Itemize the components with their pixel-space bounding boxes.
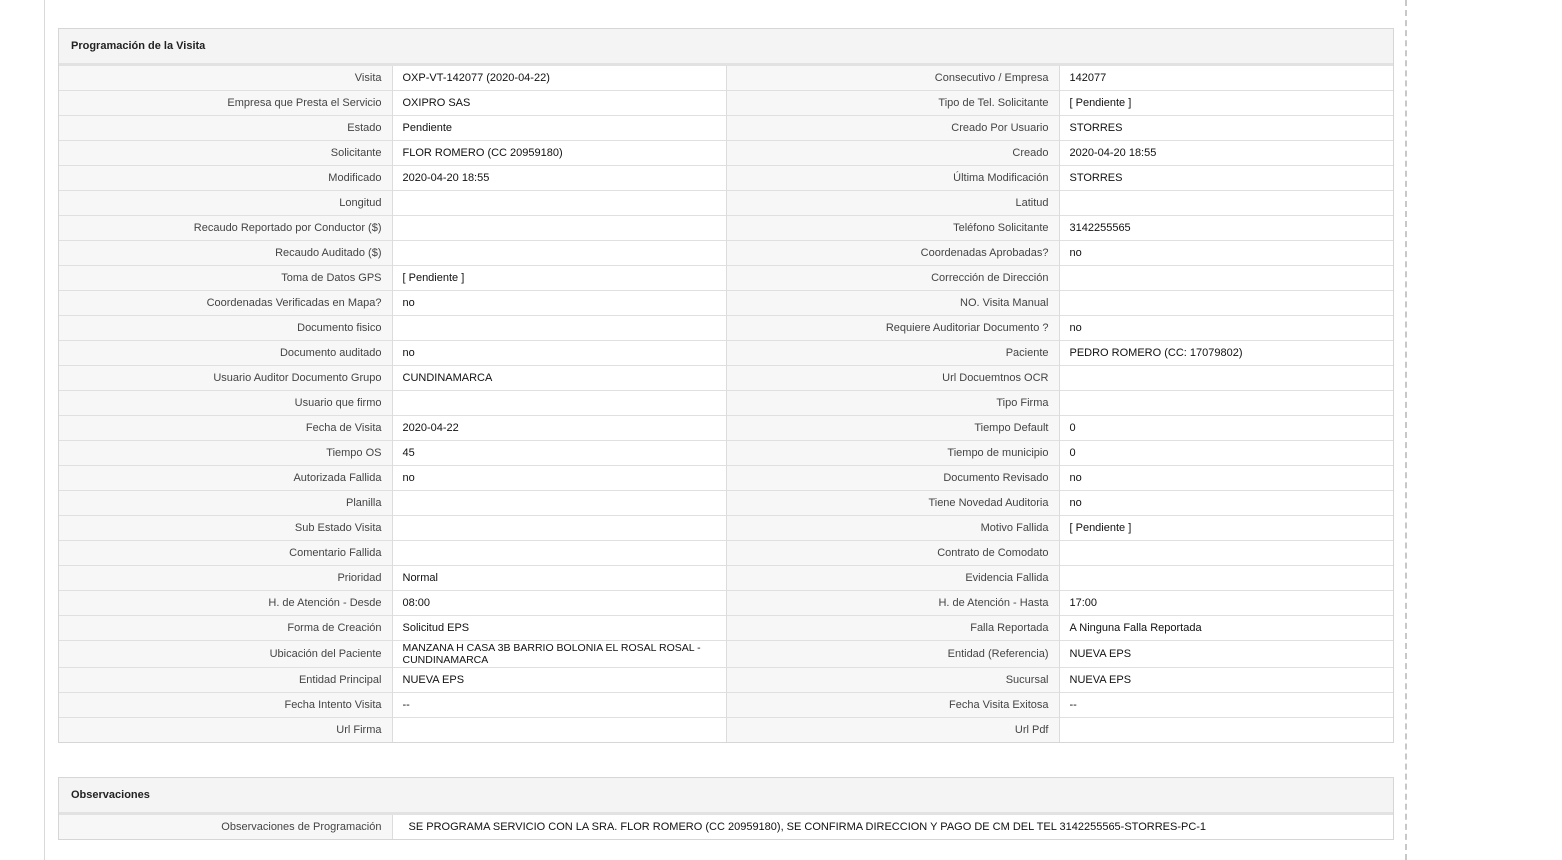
field-value: 2020-04-20 18:55 xyxy=(1059,141,1393,166)
field-label: Recaudo Reportado por Conductor ($) xyxy=(59,216,392,241)
field-value: 0 xyxy=(1059,416,1393,441)
field-label: Documento Revisado xyxy=(726,466,1059,491)
table-row xyxy=(59,341,1393,366)
programacion-table-body xyxy=(59,66,1393,742)
field-label: Solicitante xyxy=(59,141,392,166)
field-label: Coordenadas Aprobadas? xyxy=(726,241,1059,266)
table-row xyxy=(59,441,1393,466)
field-value xyxy=(1059,566,1393,591)
field-label: Falla Reportada xyxy=(726,616,1059,641)
field-label: Url Firma xyxy=(59,718,392,743)
field-value: NUEVA EPS xyxy=(1059,668,1393,693)
field-value: no xyxy=(1059,316,1393,341)
field-value: 2020-04-22 xyxy=(392,416,726,441)
table-row xyxy=(59,316,1393,341)
field-value xyxy=(392,316,726,341)
table-row xyxy=(59,116,1393,141)
table-row xyxy=(59,591,1393,616)
field-value: PEDRO ROMERO (CC: 17079802) xyxy=(1059,341,1393,366)
observaciones-title: Observaciones xyxy=(59,778,1393,815)
field-label: Fecha Visita Exitosa xyxy=(726,693,1059,718)
field-label: Creado Por Usuario xyxy=(726,116,1059,141)
field-label: Visita xyxy=(59,66,392,91)
field-value: STORRES xyxy=(1059,116,1393,141)
field-label: Estado xyxy=(59,116,392,141)
field-value: no xyxy=(1059,466,1393,491)
field-label: Coordenadas Verificadas en Mapa? xyxy=(59,291,392,316)
table-row xyxy=(59,466,1393,491)
field-label: Contrato de Comodato xyxy=(726,541,1059,566)
table-row xyxy=(59,815,1393,839)
field-label: Teléfono Solicitante xyxy=(726,216,1059,241)
field-value: [ Pendiente ] xyxy=(392,266,726,291)
field-value xyxy=(392,191,726,216)
field-label: Url Pdf xyxy=(726,718,1059,743)
field-value xyxy=(392,516,726,541)
field-label: Sucursal xyxy=(726,668,1059,693)
field-value: 08:00 xyxy=(392,591,726,616)
table-row xyxy=(59,266,1393,291)
field-label: Tiempo Default xyxy=(726,416,1059,441)
field-value: Pendiente xyxy=(392,116,726,141)
table-row xyxy=(59,541,1393,566)
field-value: OXP-VT-142077 (2020-04-22) xyxy=(392,66,726,91)
field-label: Tipo Firma xyxy=(726,391,1059,416)
table-row xyxy=(59,391,1393,416)
field-value: Normal xyxy=(392,566,726,591)
field-value xyxy=(392,391,726,416)
field-value: OXIPRO SAS xyxy=(392,91,726,116)
field-label: Longitud xyxy=(59,191,392,216)
field-label: Entidad (Referencia) xyxy=(726,641,1059,668)
field-label: Prioridad xyxy=(59,566,392,591)
table-row xyxy=(59,641,1393,668)
table-row xyxy=(59,693,1393,718)
field-value xyxy=(392,718,726,743)
right-dashed-divider xyxy=(1405,0,1407,860)
table-row xyxy=(59,91,1393,116)
field-label: Fecha de Visita xyxy=(59,416,392,441)
field-label: Tipo de Tel. Solicitante xyxy=(726,91,1059,116)
field-value: -- xyxy=(392,693,726,718)
field-value: NUEVA EPS xyxy=(392,668,726,693)
field-label: Empresa que Presta el Servicio xyxy=(59,91,392,116)
observaciones-panel xyxy=(58,777,1394,840)
field-value xyxy=(1059,291,1393,316)
field-label: Consecutivo / Empresa xyxy=(726,66,1059,91)
field-value xyxy=(1059,366,1393,391)
field-value: 0 xyxy=(1059,441,1393,466)
field-value xyxy=(1059,266,1393,291)
field-value: Solicitud EPS xyxy=(392,616,726,641)
field-value: no xyxy=(392,341,726,366)
table-row xyxy=(59,241,1393,266)
field-value: FLOR ROMERO (CC 20959180) xyxy=(392,141,726,166)
table-row xyxy=(59,291,1393,316)
field-label: Motivo Fallida xyxy=(726,516,1059,541)
field-label: Requiere Auditoriar Documento ? xyxy=(726,316,1059,341)
field-value: NUEVA EPS xyxy=(1059,641,1393,668)
table-row xyxy=(59,616,1393,641)
field-value: no xyxy=(392,291,726,316)
left-border-line xyxy=(44,0,45,860)
field-label: Comentario Fallida xyxy=(59,541,392,566)
field-label: Última Modificación xyxy=(726,166,1059,191)
field-label: Latitud xyxy=(726,191,1059,216)
field-value: no xyxy=(1059,491,1393,516)
programacion-table xyxy=(59,66,1393,742)
field-value xyxy=(392,216,726,241)
field-value: [ Pendiente ] xyxy=(1059,91,1393,116)
table-row xyxy=(59,718,1393,743)
field-label: Forma de Creación xyxy=(59,616,392,641)
field-value: 142077 xyxy=(1059,66,1393,91)
field-label: Sub Estado Visita xyxy=(59,516,392,541)
field-label: H. de Atención - Desde xyxy=(59,591,392,616)
observaciones-table xyxy=(59,815,1393,839)
field-label: Usuario Auditor Documento Grupo xyxy=(59,366,392,391)
field-value: no xyxy=(1059,241,1393,266)
field-label: Tiempo OS xyxy=(59,441,392,466)
field-label: Autorizada Fallida xyxy=(59,466,392,491)
field-value: [ Pendiente ] xyxy=(1059,516,1393,541)
field-label: Evidencia Fallida xyxy=(726,566,1059,591)
table-row xyxy=(59,516,1393,541)
table-row xyxy=(59,141,1393,166)
field-label: NO. Visita Manual xyxy=(726,291,1059,316)
field-label: Documento auditado xyxy=(59,341,392,366)
field-value: 2020-04-20 18:55 xyxy=(392,166,726,191)
field-label: Documento fisico xyxy=(59,316,392,341)
field-value xyxy=(1059,191,1393,216)
field-label: Planilla xyxy=(59,491,392,516)
table-row xyxy=(59,66,1393,91)
field-label: H. de Atención - Hasta xyxy=(726,591,1059,616)
table-row xyxy=(59,491,1393,516)
field-label: Url Docuemtnos OCR xyxy=(726,366,1059,391)
observaciones-value: SE PROGRAMA SERVICIO CON LA SRA. FLOR ROMERO (CC 20959180), SE CONFIRMA DIRECCION Y PAGO DE CM DEL TEL 3142255565-STORRES-PC-1 xyxy=(392,815,1393,839)
table-row xyxy=(59,216,1393,241)
programacion-panel xyxy=(58,28,1394,743)
field-value xyxy=(1059,718,1393,743)
field-label: Entidad Principal xyxy=(59,668,392,693)
field-value: A Ninguna Falla Reportada xyxy=(1059,616,1393,641)
table-row xyxy=(59,566,1393,591)
field-value xyxy=(392,541,726,566)
field-label: Creado xyxy=(726,141,1059,166)
field-value: 45 xyxy=(392,441,726,466)
field-label: Tiene Novedad Auditoria xyxy=(726,491,1059,516)
field-label: Ubicación del Paciente xyxy=(59,641,392,668)
table-row xyxy=(59,366,1393,391)
table-row xyxy=(59,416,1393,441)
field-value: no xyxy=(392,466,726,491)
field-value xyxy=(1059,541,1393,566)
field-value xyxy=(392,241,726,266)
field-label: Tiempo de municipio xyxy=(726,441,1059,466)
field-label: Modificado xyxy=(59,166,392,191)
field-value: -- xyxy=(1059,693,1393,718)
field-label: Toma de Datos GPS xyxy=(59,266,392,291)
field-label: Fecha Intento Visita xyxy=(59,693,392,718)
programacion-title: Programación de la Visita xyxy=(59,29,1393,66)
field-label: Corrección de Dirección xyxy=(726,266,1059,291)
table-row xyxy=(59,191,1393,216)
field-label: Usuario que firmo xyxy=(59,391,392,416)
field-value: 3142255565 xyxy=(1059,216,1393,241)
field-value: STORRES xyxy=(1059,166,1393,191)
observaciones-label: Observaciones de Programación xyxy=(59,815,392,839)
field-label: Paciente xyxy=(726,341,1059,366)
table-row xyxy=(59,166,1393,191)
field-value xyxy=(392,491,726,516)
field-value: CUNDINAMARCA xyxy=(392,366,726,391)
table-row xyxy=(59,668,1393,693)
field-value: 17:00 xyxy=(1059,591,1393,616)
field-label: Recaudo Auditado ($) xyxy=(59,241,392,266)
field-value: MANZANA H CASA 3B BARRIO BOLONIA EL ROSAL ROSAL - CUNDINAMARCA xyxy=(392,641,726,668)
field-value xyxy=(1059,391,1393,416)
